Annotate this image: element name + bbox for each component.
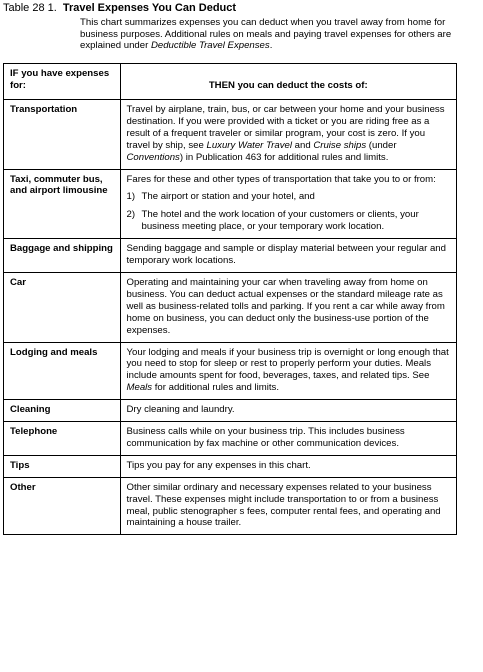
row-text: Your lodging and meals if your business trip is overnight or long enough that you need to stop for sleep or rest to properly perform your duties. Meals include amounts spent for food, beverages, taxes, and related tips. See bbox=[126, 346, 449, 382]
row-text: Fares for these and other types of transportation that take you to or from: bbox=[126, 173, 436, 185]
row-description: Sending baggage and sample or display material between your regular and temporary work locations. bbox=[120, 239, 457, 273]
table-row bbox=[4, 400, 457, 422]
table-row bbox=[4, 422, 457, 456]
row-reference: Meals bbox=[126, 382, 153, 394]
header-if: IF you have expenses for: bbox=[4, 64, 121, 100]
row-text: Travel by airplane, train, bus, or car between your home and your business destination. If you were provided with a ticket or you are riding free as a result of a frequent traveler or similar program, your cost is zero. If you travel by ship, see bbox=[126, 104, 445, 151]
row-label: Other bbox=[4, 477, 121, 535]
row-label: Tips bbox=[4, 455, 121, 477]
table-row bbox=[4, 239, 457, 273]
row-text: (under bbox=[366, 139, 397, 151]
row-description bbox=[120, 342, 457, 400]
expenses-table bbox=[3, 63, 457, 535]
row-label: Lodging and meals bbox=[4, 342, 121, 400]
table-number: Table 28 1. bbox=[3, 2, 57, 14]
row-reference: Cruise ships bbox=[313, 139, 367, 151]
list-text: The hotel and the work location of your customers or clients, your business meeting place, or your temporary work location. bbox=[141, 209, 419, 233]
table-title bbox=[3, 2, 236, 15]
row-description: Business calls while on your business trip. This includes business communication by fax machine or other communication devices. bbox=[120, 422, 457, 456]
row-description: Dry cleaning and laundry. bbox=[120, 400, 457, 422]
list-item bbox=[127, 209, 451, 233]
row-description bbox=[120, 100, 457, 170]
row-label: Car bbox=[4, 272, 121, 342]
table-row bbox=[4, 100, 457, 170]
row-label: Telephone bbox=[4, 422, 121, 456]
row-description: Other similar ordinary and necessary expenses related to your business travel. These expenses might include transportation to or from a business meal, public stenographer s fees, computer rental fees, and operating and maintaining a house trailer. bbox=[120, 477, 457, 535]
row-text: ) in Publication 463 for additional rules and limits. bbox=[179, 151, 389, 163]
table-row bbox=[4, 272, 457, 342]
table-row bbox=[4, 342, 457, 400]
row-label: Transportation bbox=[4, 100, 121, 170]
table-row bbox=[4, 477, 457, 535]
row-text: for additional rules and limits. bbox=[152, 382, 280, 394]
row-text: and bbox=[291, 139, 314, 151]
list-item bbox=[127, 191, 451, 203]
table-header-row bbox=[4, 64, 457, 100]
row-description bbox=[120, 169, 457, 239]
intro-reference: Deductible Travel Expenses bbox=[150, 40, 270, 51]
row-reference: Conventions bbox=[126, 151, 180, 163]
header-then: THEN you can deduct the costs of: bbox=[120, 64, 457, 100]
table-heading: Travel Expenses You Can Deduct bbox=[62, 2, 237, 14]
table-row bbox=[4, 455, 457, 477]
list-number: 1) bbox=[126, 191, 136, 203]
row-reference: Luxury Water Travel bbox=[206, 139, 292, 151]
row-label: Taxi, commuter bus, and airport limousine bbox=[4, 169, 121, 239]
intro-text-end: . bbox=[269, 40, 273, 51]
row-description: Tips you pay for any expenses in this chart. bbox=[120, 455, 457, 477]
row-label: Baggage and shipping bbox=[4, 239, 121, 273]
list-text: The airport or station and your hotel, and bbox=[141, 191, 315, 203]
intro-paragraph bbox=[80, 17, 475, 52]
list-number: 2) bbox=[126, 209, 136, 221]
row-label: Cleaning bbox=[4, 400, 121, 422]
table-row bbox=[4, 169, 457, 239]
intro-text: This chart summarizes expenses you can deduct when you travel away from home for business purposes. Additional rules on meals and paying travel expenses for others are explained under bbox=[80, 17, 452, 51]
row-description: Operating and maintaining your car when traveling away from home on business. You can deduct actual expenses or the standard mileage rate as well as business-related tolls and parking. If you rent a car while away from home on business, you can deduct only the business-use portion of the expenses. bbox=[120, 272, 457, 342]
